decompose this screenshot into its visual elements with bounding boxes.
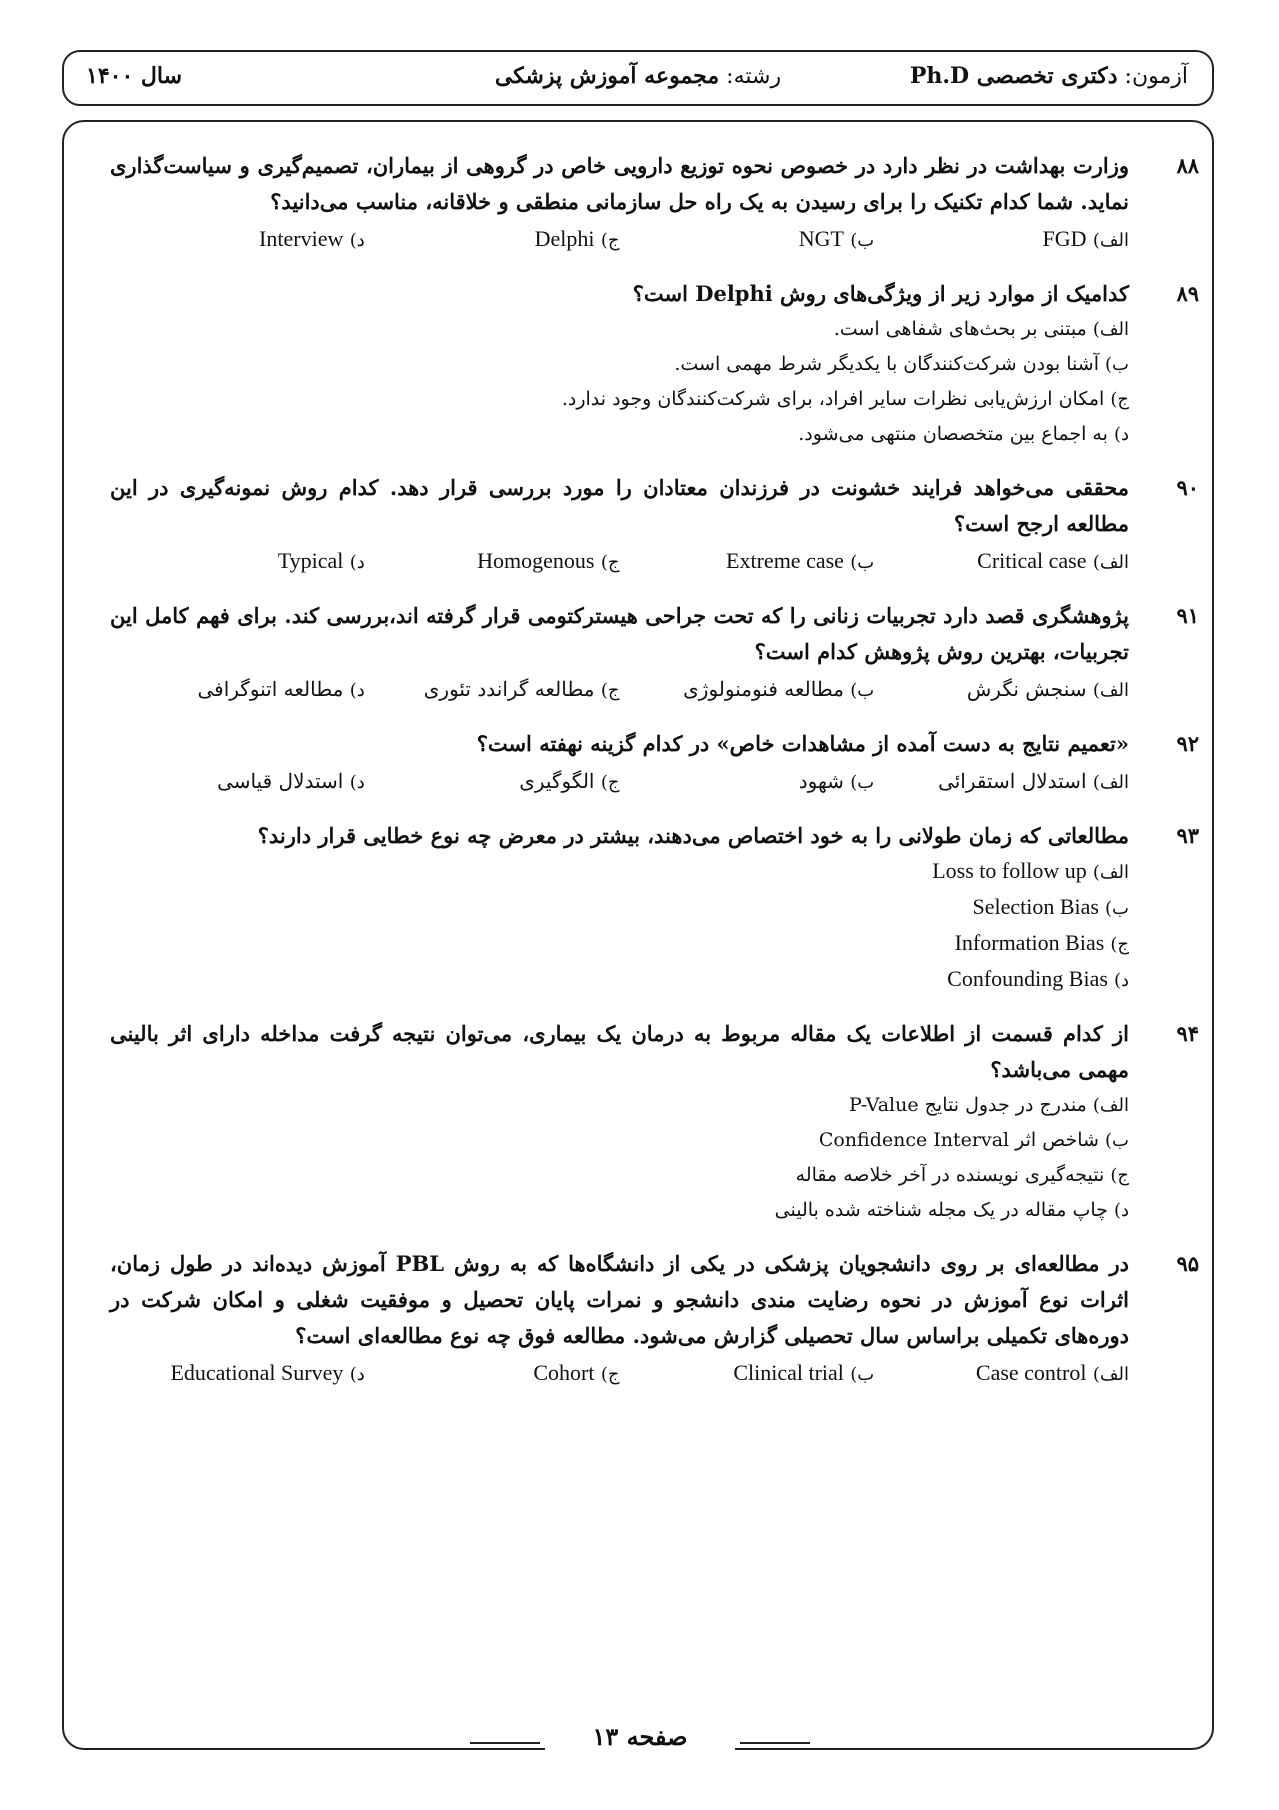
- option-text: چاپ مقاله در یک مجله شناخته شده بالینی: [774, 1199, 1108, 1221]
- option-jim[interactable]: [365, 222, 620, 258]
- option-alef[interactable]: [874, 1356, 1129, 1392]
- option-mark: د): [1113, 1200, 1129, 1221]
- option-be[interactable]: [620, 764, 875, 800]
- option-text: Educational Survey: [170, 1360, 344, 1385]
- option-text: FGD: [1042, 226, 1087, 251]
- question-number: ۹۳: [1176, 823, 1199, 848]
- option-mark: ج): [1110, 934, 1129, 955]
- option-text: Confounding Bias: [947, 966, 1108, 991]
- option-text: شهود: [798, 769, 844, 793]
- exam-year: سال ۱۴۰۰: [86, 63, 183, 89]
- option-alef[interactable]: [110, 1088, 1129, 1123]
- option-mark: د): [349, 680, 365, 701]
- option-mark: ج): [1110, 389, 1129, 410]
- question-88: [110, 148, 1199, 258]
- option-mark: د): [349, 772, 365, 793]
- option-be[interactable]: [110, 890, 1129, 926]
- option-dal[interactable]: [110, 222, 365, 258]
- option-mark: ب): [1105, 354, 1129, 375]
- question-stem: از کدام قسمت از اطلاعات یک مقاله مربوط به درمان یک بیماری، می‌توان نتیجه گرفت مداخله دارای اثر بالینی مهمی می‌باشد؟: [110, 1021, 1129, 1082]
- option-be[interactable]: [110, 347, 1129, 382]
- option-mark: ج): [600, 230, 620, 251]
- option-alef[interactable]: [110, 854, 1129, 890]
- option-text: الگوگیری: [519, 769, 595, 793]
- option-alef[interactable]: [874, 544, 1129, 580]
- option-mark: ج): [600, 772, 620, 793]
- option-dal[interactable]: [110, 417, 1129, 452]
- option-be[interactable]: [620, 544, 875, 580]
- option-text: به اجماع بین متخصصان منتهی می‌شود.: [798, 423, 1108, 445]
- exam-header: [62, 50, 1214, 106]
- option-text: Case control: [975, 1360, 1087, 1385]
- option-mark: د): [1113, 970, 1129, 991]
- option-mark: الف): [1092, 1364, 1129, 1385]
- option-mark: ج): [1110, 1165, 1129, 1186]
- question-number: ۸۸: [1176, 153, 1199, 178]
- question-stem: کدامیک از موارد زیر از ویژگی‌های روش Delphi است؟: [632, 281, 1129, 306]
- field-value: مجموعه آموزش پزشکی: [494, 63, 720, 89]
- option-text: آشنا بودن شرکت‌کنندگان با یکدیگر شرط مهمی است.: [674, 353, 1099, 375]
- option-mark: الف): [1092, 1095, 1129, 1116]
- option-mark: ج): [600, 1364, 620, 1385]
- option-text: Loss to follow up: [932, 858, 1087, 883]
- option-mark: د): [1113, 424, 1129, 445]
- option-dal[interactable]: [110, 1356, 365, 1392]
- option-mark: ج): [600, 680, 620, 701]
- option-jim[interactable]: [365, 764, 620, 800]
- option-mark: د): [349, 230, 365, 251]
- option-text: Homogenous: [477, 548, 595, 573]
- option-text: Typical: [277, 548, 344, 573]
- question-number: ۹۱: [1176, 603, 1199, 628]
- option-text: مطالعه اتنوگرافی: [197, 677, 344, 701]
- options-row: [110, 1356, 1129, 1392]
- question-stem: محققی می‌خواهد فرایند خشونت در فرزندان معتادان را مورد بررسی قرار دهد. کدام روش نمونه‌گیری در این مطالعه ارجح است؟: [110, 475, 1129, 536]
- option-mark: ب): [850, 552, 875, 573]
- question-stem: پژوهشگری قصد دارد تجربیات زنانی را که تحت جراحی هیسترکتومی قرار گرفته اند،بررسی کند. برای فهم کامل این تجربیات، بهترین روش پژوهش کدام است؟: [110, 603, 1129, 664]
- question-95: [110, 1246, 1199, 1392]
- field-label: رشته:: [726, 64, 782, 89]
- option-mark: الف): [1092, 680, 1129, 701]
- option-dal[interactable]: [110, 962, 1129, 998]
- option-be[interactable]: [110, 1123, 1129, 1158]
- option-be[interactable]: [620, 672, 875, 708]
- option-mark: الف): [1092, 230, 1129, 251]
- option-mark: ج): [600, 552, 620, 573]
- option-text: مطالعه گراندد تئوری: [423, 677, 595, 701]
- option-mark: د): [349, 1364, 365, 1385]
- option-be[interactable]: [620, 222, 875, 258]
- option-dal[interactable]: [110, 672, 365, 708]
- option-alef[interactable]: [874, 764, 1129, 800]
- option-alef[interactable]: [874, 672, 1129, 708]
- option-alef[interactable]: [874, 222, 1129, 258]
- option-text: مبتنی بر بحث‌های شفاهی است.: [833, 318, 1087, 340]
- option-mark: ب): [850, 1364, 875, 1385]
- question-stem: مطالعاتی که زمان طولانی را به خود اختصاص می‌دهند، بیشتر در معرض چه نوع خطایی قرار دارند؟: [257, 823, 1129, 848]
- option-jim[interactable]: [365, 672, 620, 708]
- question-92: [110, 726, 1199, 800]
- option-mark: ب): [850, 230, 875, 251]
- option-text: مطالعه فنومنولوژی: [683, 677, 844, 701]
- option-mark: الف): [1092, 772, 1129, 793]
- option-mark: د): [349, 552, 365, 573]
- option-dal[interactable]: [110, 764, 365, 800]
- field-title: [495, 63, 781, 89]
- question-93: [110, 818, 1199, 998]
- option-jim[interactable]: [110, 1158, 1129, 1193]
- footer-rule-right: [740, 1742, 810, 1744]
- question-stem: در مطالعه‌ای بر روی دانشجویان پزشکی در یکی از دانشگاه‌ها که به روش PBL آموزش دیده‌اند در طول زمان، اثرات نوع آموزش در نحوه رضایت مندی دانشجو و نمرات پایان تحصیل و موفقیت شغلی و امکان شرکت در دوره‌های تکمیلی براساس سال تحصیلی گزارش می‌شود. مطالعه فوق چه نوع مطالعه‌ای است؟: [110, 1251, 1129, 1348]
- option-text: Delphi: [534, 226, 595, 251]
- option-be[interactable]: [620, 1356, 875, 1392]
- option-mark: ب): [850, 680, 875, 701]
- option-jim[interactable]: [110, 382, 1129, 417]
- question-90: [110, 470, 1199, 580]
- option-text: Clinical trial: [733, 1360, 844, 1385]
- option-dal[interactable]: [110, 1193, 1129, 1228]
- exam-title: [910, 63, 1188, 89]
- options-row: [110, 764, 1129, 800]
- options-row: [110, 222, 1129, 258]
- option-mark: الف): [1092, 319, 1129, 340]
- option-dal[interactable]: [110, 544, 365, 580]
- option-jim[interactable]: [110, 926, 1129, 962]
- option-mark: الف): [1092, 552, 1129, 573]
- question-94: [110, 1016, 1199, 1228]
- option-text: NGT: [798, 226, 844, 251]
- options-row: [110, 672, 1129, 708]
- option-mark: ب): [1105, 898, 1129, 919]
- exam-label: آزمون:: [1124, 64, 1188, 89]
- options-row: [110, 544, 1129, 580]
- option-text: Critical case: [977, 548, 1087, 573]
- option-text: مندرج در جدول نتایج P-Value: [848, 1094, 1087, 1116]
- option-text: امکان ارزش‌یابی نظرات سایر افراد، برای شرکت‌کنندگان وجود ندارد.: [561, 388, 1105, 410]
- option-text: Interview: [259, 226, 344, 251]
- question-number: ۹۴: [1176, 1021, 1199, 1046]
- option-text: سنجش نگرش: [966, 677, 1087, 701]
- footer-rule-left: [470, 1742, 540, 1744]
- option-alef[interactable]: [110, 312, 1129, 347]
- question-number: ۸۹: [1176, 281, 1199, 306]
- question-number: ۹۰: [1176, 475, 1199, 500]
- question-number: ۹۵: [1176, 1251, 1199, 1276]
- option-text: شاخص اثر Confidence Interval: [818, 1129, 1099, 1151]
- option-jim[interactable]: [365, 1356, 620, 1392]
- question-stem: وزارت بهداشت در نظر دارد در خصوص نحوه توزیع دارویی خاص در گروهی از بیماران، تصمیم‌گیری و سیاست‌گذاری نماید. شما کدام تکنیک را برای رسیدن به یک راه حل سازمانی منطقی و خلاقانه، مناسب می‌دانید؟: [110, 153, 1129, 214]
- question-91: [110, 598, 1199, 708]
- questions-list: [110, 148, 1199, 1410]
- question-89: [110, 276, 1199, 452]
- option-jim[interactable]: [365, 544, 620, 580]
- option-text: Extreme case: [726, 548, 844, 573]
- question-stem: «تعمیم نتایج به دست آمده از مشاهدات خاص» در کدام گزینه نهفته است؟: [476, 731, 1129, 756]
- option-mark: ب): [1105, 1130, 1129, 1151]
- option-mark: الف): [1092, 862, 1129, 883]
- question-number: ۹۲: [1176, 731, 1199, 756]
- option-text: Information Bias: [954, 930, 1105, 955]
- option-text: Cohort: [533, 1360, 595, 1385]
- option-text: استدلال قیاسی: [217, 769, 344, 793]
- option-text: استدلال استقرائی: [938, 769, 1087, 793]
- option-mark: ب): [850, 772, 875, 793]
- exam-value: دکتری تخصصی Ph.D: [909, 63, 1118, 89]
- page-number: صفحه ۱۳: [545, 1722, 735, 1751]
- option-text: نتیجه‌گیری نویسنده در آخر خلاصه مقاله: [795, 1164, 1105, 1186]
- option-text: Selection Bias: [972, 894, 1099, 919]
